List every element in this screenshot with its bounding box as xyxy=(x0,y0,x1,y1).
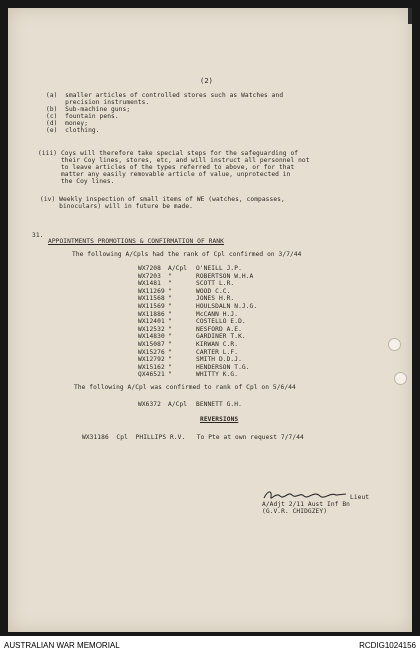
section-title: APPOINTMENTS PROMOTIONS & CONFIRMATION OF RANK xyxy=(48,238,224,245)
list-item-name: O'NEILL J.P. xyxy=(196,265,242,272)
list-item: (e) clothing. xyxy=(46,127,100,134)
list-item-rank: " xyxy=(168,356,172,364)
second-line: The following A/Cpl was confirmed to rank of Cpl on 5/6/44 xyxy=(74,384,296,391)
list-item-name: KIRWAN C.R. xyxy=(196,341,239,348)
paragraph-iii-line: their Coy lines, stores, etc, and will instruct all personnel not xyxy=(38,157,310,164)
list-item-rank: " xyxy=(168,272,172,280)
list-item-name: COSTELLO E.D. xyxy=(196,318,246,326)
list-item: (b) Sub-machine guns; xyxy=(46,106,131,113)
list-item-name: WHITTY K.G. xyxy=(196,371,239,379)
list-item-rank: A/Cpl xyxy=(168,265,188,272)
list-item-number: WX15162 xyxy=(138,363,165,371)
list-item-name: SMITH D.D.J. xyxy=(196,356,242,364)
footer-institution: AUSTRALIAN WAR MEMORIAL xyxy=(4,640,120,650)
punch-hole xyxy=(394,372,407,385)
list-item-rank: " xyxy=(168,341,172,348)
list-item-name: CARTER L.F. xyxy=(196,348,239,356)
signature-image xyxy=(262,488,348,502)
paragraph-iii-line: to leave articles of the types referred to above, or for that xyxy=(38,164,295,171)
list-item: (d) money; xyxy=(46,120,89,127)
list-item-rank: " xyxy=(168,363,172,371)
list-item-number: WX1481 xyxy=(138,280,161,288)
list-item-name: SCOTT L.R. xyxy=(196,280,235,288)
list-item-number: WX15087 xyxy=(138,341,165,348)
footer-record-id: RCDIG1024156 xyxy=(359,640,416,650)
list-item-number: WX7208 xyxy=(138,265,161,272)
list-item-number: WX7203 xyxy=(138,272,161,280)
list-item-name: HENDERSON T.G. xyxy=(196,363,250,371)
paragraph-iv-line: binoculars) will in future be made. xyxy=(40,203,194,210)
list-item-rank: " xyxy=(168,325,172,333)
list-item: precision instruments. xyxy=(46,99,150,106)
edge-mark xyxy=(408,8,412,24)
list-item-name: BENNETT G.H. xyxy=(196,401,242,408)
list-item-number: WX14830 xyxy=(138,333,165,341)
page-number: (2) xyxy=(200,77,213,85)
list-item-name: GARDINER T.K. xyxy=(196,333,246,341)
list-item-rank: " xyxy=(168,280,172,288)
paragraph-iii-line: (iii) Coys will therefore take special steps for the safeguarding of xyxy=(38,150,299,157)
footer-bar xyxy=(0,636,420,654)
list-item-rank: A/Cpl xyxy=(168,401,188,408)
list-item: (c) fountain pens. xyxy=(46,113,119,120)
reversions-title: REVERSIONS xyxy=(200,416,239,423)
list-item-name: WOOD C.C. xyxy=(196,287,231,295)
list-item-name: ROBERTSON W.H.A xyxy=(196,272,254,280)
signer-name: (G.V.R. CHIDGZEY) xyxy=(262,508,328,515)
list-item-number: WX6372 xyxy=(138,401,161,408)
list-item-rank: " xyxy=(168,318,172,326)
intro-line: The following A/Cpls had the rank of Cpl confirmed on 3/7/44 xyxy=(72,251,302,258)
list-item-number: WX12401 xyxy=(138,318,165,326)
list-item-number: WX11269 xyxy=(138,287,165,295)
list-item-rank: " xyxy=(168,287,172,295)
list-item-rank: " xyxy=(168,295,172,303)
list-item-number: WX11568 xyxy=(138,295,165,303)
list-item-rank: " xyxy=(168,371,172,379)
list-item-number: WX12532 xyxy=(138,325,165,333)
list-item-name: McCANN H.J. xyxy=(196,310,239,318)
list-item-name: HOULSDALN N.J.G. xyxy=(196,303,258,310)
list-item-name: NESFORD A.E. xyxy=(196,325,242,333)
signer-rank: Lieut xyxy=(350,494,370,501)
list-item-name: JONES H.R. xyxy=(196,295,235,303)
paragraph-iii-line: matter any easily removable article of value, unprotected in xyxy=(38,171,291,178)
list-item-rank: " xyxy=(168,348,172,356)
list-item-number: WX15276 xyxy=(138,348,165,356)
signer-title: A/Adjt 2/11 Aust Inf Bn xyxy=(262,501,350,508)
list-item-rank: " xyxy=(168,310,172,318)
paragraph-iii-line: the Coy lines. xyxy=(38,178,115,185)
list-item-number: WX11886 xyxy=(138,310,165,318)
list-item-number: QX46521 xyxy=(138,371,165,379)
reversion-line: WX31186 Cpl PHILLIPS R.V. To Pte at own request 7/7/44 xyxy=(82,434,304,441)
list-item-rank: " xyxy=(168,303,172,310)
list-item-number: WX12792 xyxy=(138,356,165,364)
section-number: 31. xyxy=(32,232,44,239)
punch-hole xyxy=(388,338,401,351)
list-item-rank: " xyxy=(168,333,172,341)
paragraph-iv-line: (iv) Weekly inspection of small items of WE (watches, compasses, xyxy=(40,196,285,203)
list-item-number: WX11569 xyxy=(138,303,165,310)
list-item: (a) smaller articles of controlled stores such as Watches and xyxy=(46,92,284,99)
